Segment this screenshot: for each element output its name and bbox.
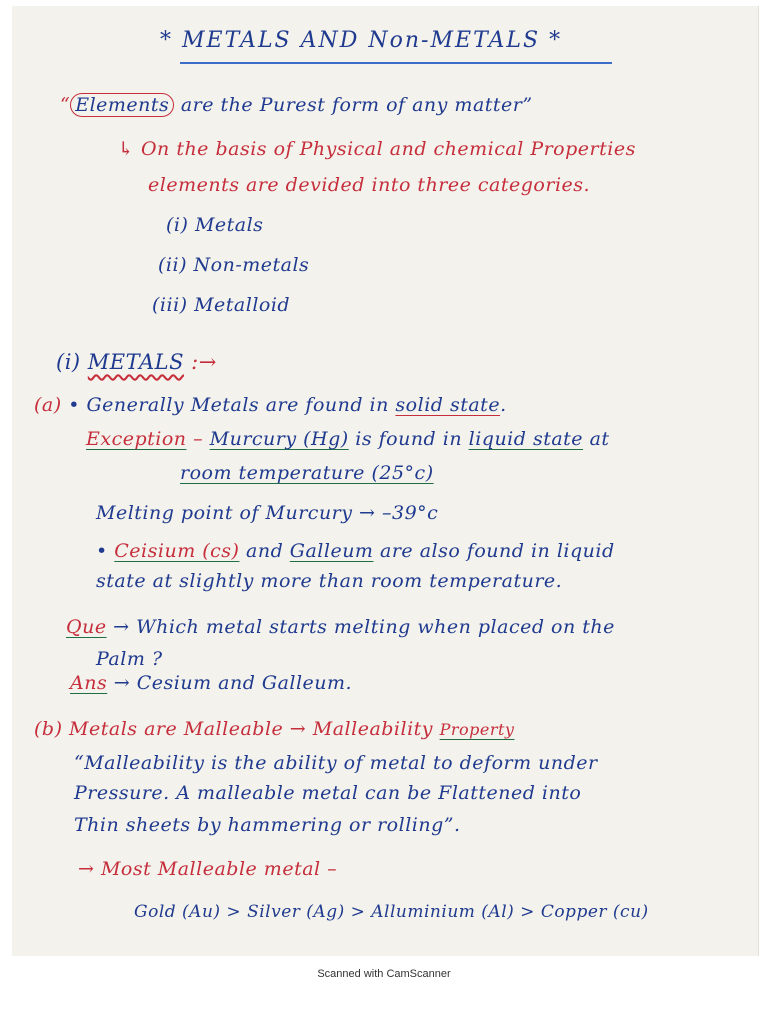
room-temperature: room temperature (25°c) [180,462,434,484]
malleability-definition-3: Thin sheets by hammering or rolling”. [74,814,461,836]
categories-intro: elements are devided into three categories. [148,174,591,196]
classification-line: ↳ On the basis of Physical and chemical Properties [118,138,636,160]
category-3: (iii) Metalloid [152,294,291,316]
heading-arrow: :→ [191,350,217,374]
malleability-definition-2: Pressure. A malleable metal can be Flattened into [74,782,582,804]
answer-line [70,672,352,694]
point-b-text: Metals are Malleable → Malleability [69,718,434,740]
question-label: Que [66,616,107,638]
exception-mid: is found in [355,428,463,450]
liquid-state: liquid state [468,428,584,450]
malleability-order: Gold (Au) > Silver (Ag) > Alluminium (Al) > Copper (cu) [134,902,649,922]
category-1: (i) Metals [166,214,264,236]
point-a [34,394,507,416]
point-a-text: • Generally Metals are found in [68,394,389,416]
exception-end: at [589,428,610,450]
cesium: Ceisium (cs) [114,540,240,562]
answer-text: → Cesium and Galleum. [113,672,353,694]
question-line [66,616,615,638]
property-word: Property [439,720,515,739]
title-underline [180,62,612,64]
cesium-line-2: state at slightly more than room temperature. [96,570,563,592]
melting-point-line: Melting point of Murcury → –39°c [96,502,439,524]
malleability-definition-1: “Malleability is the ability of metal to deform under [74,752,598,774]
and-word: and [246,540,284,562]
bullet: • [96,540,108,562]
exception-dash: – [193,428,204,450]
scanner-footer: Scanned with CamScanner [317,968,451,980]
cesium-line-end: are also found in liquid [380,540,615,562]
elements-boxed: Elements [70,93,174,117]
question-text: → Which metal starts melting when placed on the [113,616,615,638]
point-a-label: (a) [34,394,62,416]
mercury: Murcury (Hg) [209,428,349,450]
heading-text: METALS [87,350,184,374]
metals-heading [56,350,217,374]
cesium-line [96,540,615,562]
point-b-label: (b) [34,718,63,740]
solid-state: solid state [395,394,501,416]
question-line-2: Palm ? [96,648,163,670]
most-malleable: → Most Malleable metal – [78,858,338,880]
open-quote: “ [60,94,71,116]
exception-label: Exception [86,428,187,450]
galleum: Galleum [289,540,374,562]
heading-num: (i) [56,350,81,374]
answer-label: Ans [70,672,108,694]
intro-line [60,94,533,116]
category-2: (ii) Non-metals [158,254,310,276]
point-b [34,718,514,740]
exception-line [86,428,610,450]
page-title: * METALS AND Non-METALS * [160,28,563,53]
intro-rest: are the Purest form of any matter” [180,94,533,116]
point-a-end: . [500,394,507,416]
